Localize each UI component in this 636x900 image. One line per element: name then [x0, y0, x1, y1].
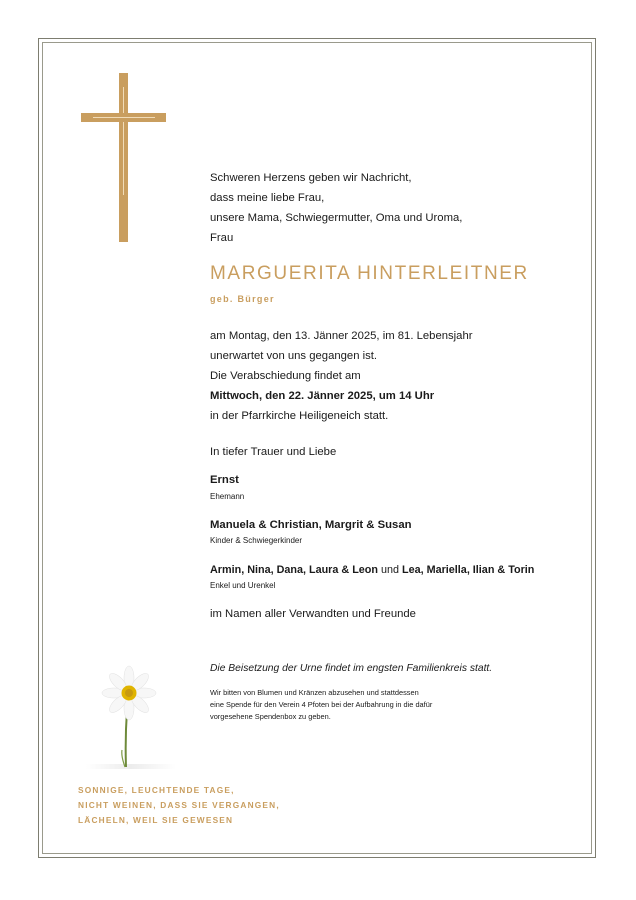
daisy-flower-icon [86, 664, 176, 774]
joiner: und [377, 564, 402, 576]
intro-line: Schweren Herzens geben wir Nachricht, [210, 172, 412, 184]
mourner-names: Manuela & Christian, Margrit & Susan [210, 519, 412, 531]
mourner-names: Ernst [210, 474, 239, 486]
great-grandchildren-names: Lea, Mariella, Ilian & Torin [402, 564, 535, 576]
grandchildren-names: Armin, Nina, Dana, Laura & Leon [210, 564, 378, 576]
detail-line: unerwartet von uns gegangen ist. [210, 350, 378, 362]
cross-vertical-beam [119, 73, 128, 242]
maiden-name: geb. Bürger [210, 294, 275, 304]
burial-note: Die Beisetzung der Urne findet im engsten Familienkreis statt. [210, 663, 493, 674]
intro-line: Frau [210, 232, 234, 244]
donation-line: Wir bitten von Blumen und Kränzen abzusehen und stattdessen [210, 688, 419, 697]
donation-line: vorgesehene Spendenbox zu geben. [210, 712, 331, 721]
closing-line: im Namen aller Verwandten und Freunde [210, 608, 416, 620]
detail-line: am Montag, den 13. Jänner 2025, im 81. Lebensjahr [210, 330, 473, 342]
mourner-relation: Ehemann [210, 492, 245, 501]
mourner-relation: Enkel und Urenkel [210, 581, 276, 590]
ceremony-date: Mittwoch, den 22. Jänner 2025, um 14 Uhr [210, 390, 435, 402]
cross-horizontal-beam [81, 113, 166, 122]
intro-line: dass meine liebe Frau, [210, 192, 325, 204]
detail-line: Die Verabschiedung findet am [210, 370, 361, 382]
verse-line: LÄCHELN, WEIL SIE GEWESEN [78, 815, 234, 825]
mourner-names-grandchildren [210, 563, 534, 577]
detail-line: in der Pfarrkirche Heiligeneich statt. [210, 410, 389, 422]
mourner-relation: Kinder & Schwiegerkinder [210, 536, 303, 545]
deceased-name: MARGUERITA HINTERLEITNER [210, 263, 529, 284]
intro-line: unsere Mama, Schwiegermutter, Oma und Uroma, [210, 212, 463, 224]
donation-line: eine Spende für den Verein 4 Pfoten bei der Aufbahrung in die dafür [210, 700, 433, 709]
verse-line: SONNIGE, LEUCHTENDE TAGE, [78, 785, 235, 795]
verse-line: NICHT WEINEN, DASS SIE VERGANGEN, [78, 800, 280, 810]
mourning-intro: In tiefer Trauer und Liebe [210, 446, 337, 458]
